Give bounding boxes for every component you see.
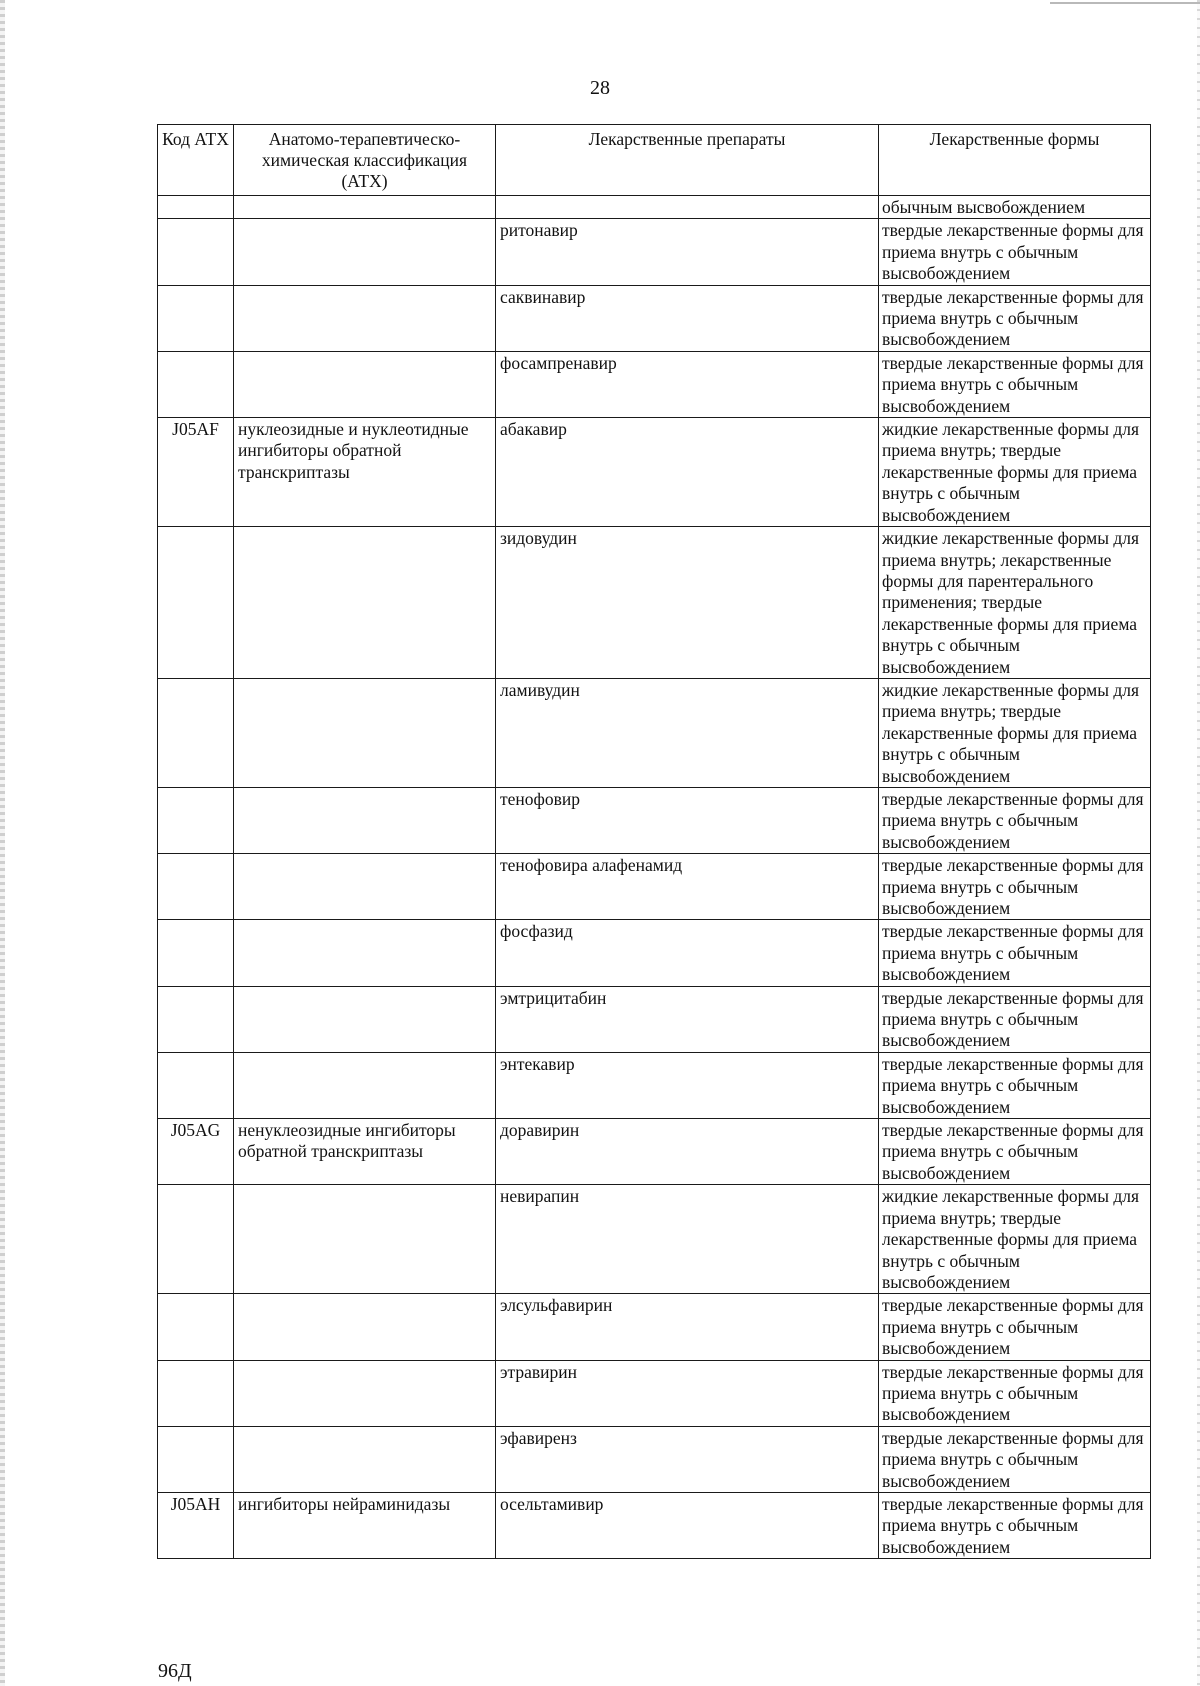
table-row bbox=[158, 787, 1151, 853]
code-cell bbox=[158, 527, 234, 679]
classification-cell bbox=[234, 351, 496, 417]
drug-cell: тенофовира алафенамид bbox=[496, 854, 879, 920]
drug-cell: эфавиренз bbox=[496, 1426, 879, 1492]
drug-cell: абакавир bbox=[496, 418, 879, 527]
table-row bbox=[158, 1119, 1151, 1185]
classification-cell bbox=[234, 854, 496, 920]
header-classification: Анатомо-терапевтическо-химическая классификация (АТХ) bbox=[234, 125, 496, 196]
form-cell: твердые лекарственные формы для приема внутрь с обычным высвобождением bbox=[879, 787, 1151, 853]
form-cell: твердые лекарственные формы для приема внутрь с обычным высвобождением bbox=[879, 1119, 1151, 1185]
header-code: Код АТХ bbox=[158, 125, 234, 196]
drug-cell bbox=[496, 196, 879, 219]
form-cell: твердые лекарственные формы для приема внутрь с обычным высвобождением bbox=[879, 920, 1151, 986]
drug-cell: эмтрицитабин bbox=[496, 986, 879, 1052]
drug-cell: ламивудин bbox=[496, 678, 879, 787]
form-cell: твердые лекарственные формы для приема внутрь с обычным высвобождением bbox=[879, 1052, 1151, 1118]
code-cell bbox=[158, 1294, 234, 1360]
form-cell: твердые лекарственные формы для приема внутрь с обычным высвобождением bbox=[879, 1360, 1151, 1426]
drug-cell: доравирин bbox=[496, 1119, 879, 1185]
table-row bbox=[158, 1492, 1151, 1558]
table-row bbox=[158, 1294, 1151, 1360]
classification-cell bbox=[234, 219, 496, 285]
classification-cell: ингибиторы нейраминидазы bbox=[234, 1492, 496, 1558]
scan-top-line bbox=[1050, 2, 1200, 4]
atx-table bbox=[157, 124, 1151, 1559]
drug-cell: элсульфавирин bbox=[496, 1294, 879, 1360]
drug-cell: саквинавир bbox=[496, 285, 879, 351]
classification-cell bbox=[234, 1294, 496, 1360]
code-cell bbox=[158, 1426, 234, 1492]
classification-cell bbox=[234, 986, 496, 1052]
table-row bbox=[158, 1052, 1151, 1118]
drug-cell: энтекавир bbox=[496, 1052, 879, 1118]
table-row bbox=[158, 986, 1151, 1052]
table-row bbox=[158, 351, 1151, 417]
table-row bbox=[158, 285, 1151, 351]
footer-code: 96Д bbox=[158, 1660, 192, 1682]
drug-cell: ритонавир bbox=[496, 219, 879, 285]
classification-cell bbox=[234, 1360, 496, 1426]
table-row bbox=[158, 1360, 1151, 1426]
classification-cell bbox=[234, 527, 496, 679]
form-cell: жидкие лекарственные формы для приема внутрь; лекарственные формы для парентерального применения; твердые лекарственные формы для приема внутрь с обычным высвобождением bbox=[879, 527, 1151, 679]
header-drugs: Лекарственные препараты bbox=[496, 125, 879, 196]
code-cell bbox=[158, 351, 234, 417]
classification-cell bbox=[234, 1185, 496, 1294]
form-cell: твердые лекарственные формы для приема внутрь с обычным высвобождением bbox=[879, 351, 1151, 417]
code-cell bbox=[158, 1185, 234, 1294]
code-cell bbox=[158, 986, 234, 1052]
table-row bbox=[158, 920, 1151, 986]
code-cell bbox=[158, 920, 234, 986]
code-cell bbox=[158, 1360, 234, 1426]
table-row bbox=[158, 196, 1151, 219]
table-header-row bbox=[158, 125, 1151, 196]
classification-cell: нуклеозидные и нуклеотидные ингибиторы обратной транскриптазы bbox=[234, 418, 496, 527]
drug-cell: фосампренавир bbox=[496, 351, 879, 417]
form-cell: жидкие лекарственные формы для приема внутрь; твердые лекарственные формы для приема внутрь с обычным высвобождением bbox=[879, 678, 1151, 787]
classification-cell bbox=[234, 678, 496, 787]
header-forms: Лекарственные формы bbox=[879, 125, 1151, 196]
scan-edge-left bbox=[0, 0, 5, 1686]
code-cell bbox=[158, 787, 234, 853]
classification-cell bbox=[234, 1052, 496, 1118]
form-cell: твердые лекарственные формы для приема внутрь с обычным высвобождением bbox=[879, 986, 1151, 1052]
code-cell bbox=[158, 678, 234, 787]
table-row bbox=[158, 418, 1151, 527]
form-cell: твердые лекарственные формы для приема внутрь с обычным высвобождением bbox=[879, 1294, 1151, 1360]
table-row bbox=[158, 854, 1151, 920]
classification-cell bbox=[234, 285, 496, 351]
drug-cell: невирапин bbox=[496, 1185, 879, 1294]
classification-cell bbox=[234, 920, 496, 986]
code-cell bbox=[158, 854, 234, 920]
code-cell: J05AF bbox=[158, 418, 234, 527]
form-cell: твердые лекарственные формы для приема внутрь с обычным высвобождением bbox=[879, 219, 1151, 285]
classification-cell: ненуклеозидные ингибиторы обратной транскриптазы bbox=[234, 1119, 496, 1185]
code-cell: J05AH bbox=[158, 1492, 234, 1558]
form-cell: твердые лекарственные формы для приема внутрь с обычным высвобождением bbox=[879, 854, 1151, 920]
classification-cell bbox=[234, 196, 496, 219]
drug-cell: зидовудин bbox=[496, 527, 879, 679]
form-cell: твердые лекарственные формы для приема внутрь с обычным высвобождением bbox=[879, 1426, 1151, 1492]
classification-cell bbox=[234, 1426, 496, 1492]
page-number: 28 bbox=[590, 77, 610, 99]
table-row bbox=[158, 1185, 1151, 1294]
drug-cell: тенофовир bbox=[496, 787, 879, 853]
code-cell bbox=[158, 285, 234, 351]
table-row bbox=[158, 527, 1151, 679]
table-row bbox=[158, 219, 1151, 285]
code-cell bbox=[158, 1052, 234, 1118]
code-cell bbox=[158, 219, 234, 285]
form-cell: твердые лекарственные формы для приема внутрь с обычным высвобождением bbox=[879, 285, 1151, 351]
table-row bbox=[158, 678, 1151, 787]
classification-cell bbox=[234, 787, 496, 853]
drug-cell: фосфазид bbox=[496, 920, 879, 986]
code-cell: J05AG bbox=[158, 1119, 234, 1185]
form-cell: твердые лекарственные формы для приема внутрь с обычным высвобождением bbox=[879, 1492, 1151, 1558]
table-row bbox=[158, 1426, 1151, 1492]
form-cell: жидкие лекарственные формы для приема внутрь; твердые лекарственные формы для приема внутрь с обычным высвобождением bbox=[879, 418, 1151, 527]
code-cell bbox=[158, 196, 234, 219]
drug-cell: этравирин bbox=[496, 1360, 879, 1426]
drug-cell: осельтамивир bbox=[496, 1492, 879, 1558]
form-cell: обычным высвобождением bbox=[879, 196, 1151, 219]
form-cell: жидкие лекарственные формы для приема внутрь; твердые лекарственные формы для приема внутрь с обычным высвобождением bbox=[879, 1185, 1151, 1294]
